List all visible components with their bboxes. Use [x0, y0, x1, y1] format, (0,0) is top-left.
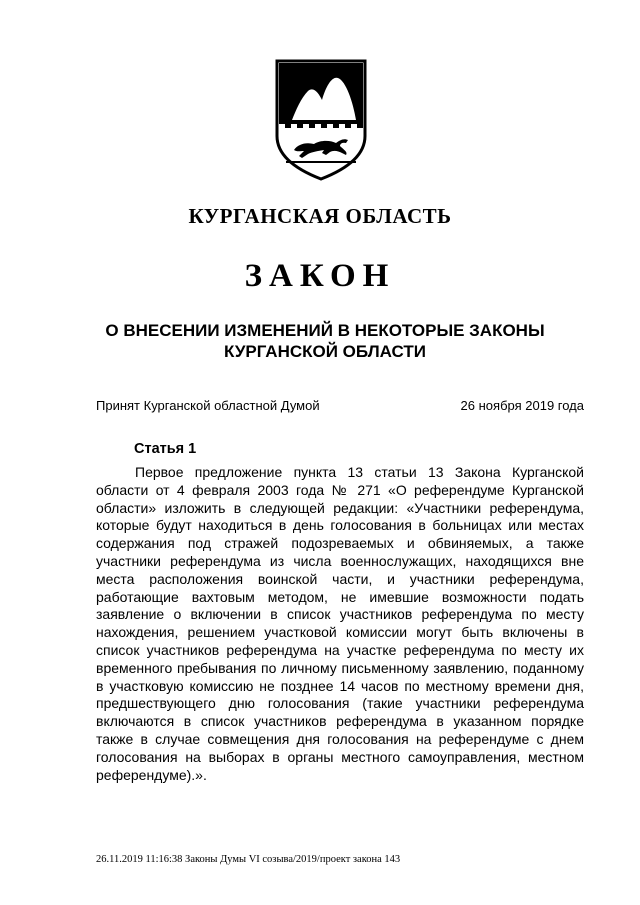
footer-stamp: 26.11.2019 11:16:38 Законы Думы VI созыва/2019/проект закона 143: [96, 854, 401, 865]
article-text: Первое предложение пункта 13 статьи 13 Закона Курганской области от 4 февраля 2003 года № 271 «О референдуме Курганской области» изложить в следующей редакции: «Участники референдума, которые будут находиться в день голосования в больницах или местах содержания под стражей подозреваемых и обвиняемых, а также участники референдума из числа военнослужащих, находящихся вне места расположения воинской части, и участники референдума, работающие вахтовым методом, не имевшие возможности подать заявление о включении в список участников референдума по месту нахождения, решением участковой комиссии могут быть включены в список участников референдума на участке референдума по месту их временного пребывания по личному письменному заявлению, поданному в участковую комиссию не позднее 14 часов по местному времени дня, предшествующего дню голосования (такие участники референдума включаются в список участников референдума в указанном порядке также в случае совмещения дня голосования на референдуме с днем голосования на выборах в органы местного самоуправления, местном референдуме).».: [96, 464, 584, 783]
region-name: КУРГАНСКАЯ ОБЛАСТЬ: [188, 204, 452, 228]
adoption-date: 26 ноября 2019 года: [460, 398, 584, 413]
article-title: Статья 1: [134, 441, 197, 457]
adopted-by: Принят Курганской областной Думой: [96, 398, 320, 413]
coat-of-arms-icon: [274, 58, 368, 182]
document-type: ЗАКОН: [244, 258, 396, 294]
law-title: О ВНЕСЕНИИ ИЗМЕНЕНИЙ В НЕКОТОРЫЕ ЗАКОНЫ КУРГАНСКОЙ ОБЛАСТИ: [105, 321, 545, 361]
